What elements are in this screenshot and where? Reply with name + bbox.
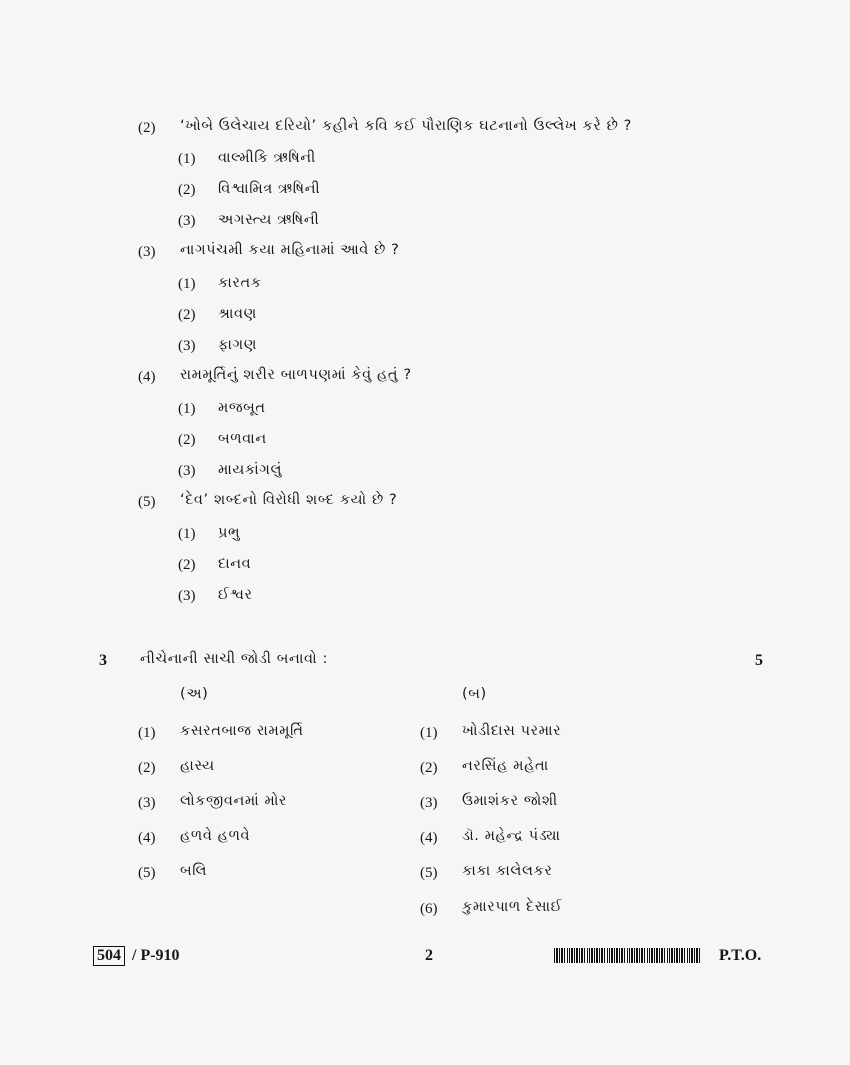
q2-option-2-text: વિશ્વામિત્ર ઋષિની xyxy=(218,181,321,197)
q2-option-3-number: (3) xyxy=(178,213,196,229)
q4-option-1-number: (1) xyxy=(178,401,196,417)
q4-option-3-number: (3) xyxy=(178,463,196,479)
col-b-item-3-text: ઉમાશંકર જોશી xyxy=(462,793,558,809)
col-b-item-1-text: ખોડીદાસ પરમાર xyxy=(462,723,562,739)
question-2-number: (2) xyxy=(138,120,156,136)
question-5-number: (5) xyxy=(138,494,156,510)
col-b-item-6-number: (6) xyxy=(420,901,438,917)
col-b-item-4-number: (4) xyxy=(420,830,438,846)
q2-option-1-number: (1) xyxy=(178,151,196,167)
question-2-text: ‘ખોબે ઉલેચાય દરિયો’ કહીને કવિ કઈ પૌરાણિક ઘટનાનો ઉલ્લેખ કરે છે ? xyxy=(180,118,632,134)
q3-option-1-text: કારતક xyxy=(218,275,262,291)
q5-option-2-number: (2) xyxy=(178,557,196,573)
question-4-number: (4) xyxy=(138,369,156,385)
col-a-item-1-number: (1) xyxy=(138,725,156,741)
col-a-item-2-number: (2) xyxy=(138,760,156,776)
question-4-text: રામમૂર્તિનું શરીર બાળપણમાં કેવું હતું ? xyxy=(180,367,412,383)
section-3-marks: 5 xyxy=(755,652,763,669)
col-a-item-4-text: હળવે હળવે xyxy=(180,828,251,844)
col-a-item-2-text: હાસ્ય xyxy=(180,758,215,774)
section-3-instruction: નીચેનાની સાચી જોડી બનાવો : xyxy=(140,651,328,667)
col-a-item-4-number: (4) xyxy=(138,830,156,846)
col-a-item-3-number: (3) xyxy=(138,795,156,811)
col-b-item-3-number: (3) xyxy=(420,795,438,811)
q4-option-2-text: બળવાન xyxy=(218,431,267,447)
page-number: 2 xyxy=(425,947,433,964)
q5-option-1-number: (1) xyxy=(178,526,196,542)
col-b-item-6-text: કુમારપાળ દેસાઈ xyxy=(462,899,563,915)
col-b-item-1-number: (1) xyxy=(420,725,438,741)
paper-code-box: 504 xyxy=(93,946,125,966)
q5-option-3-number: (3) xyxy=(178,588,196,604)
q2-option-2-number: (2) xyxy=(178,182,196,198)
question-5-text: ‘દેવ’ શબ્દનો વિરોધી શબ્દ કયો છે ? xyxy=(180,492,398,508)
q2-option-1-text: વાલ્મીકિ ઋષિની xyxy=(218,150,316,166)
col-a-item-5-number: (5) xyxy=(138,865,156,881)
q4-option-1-text: મજબૂત xyxy=(218,400,266,416)
q4-option-2-number: (2) xyxy=(178,432,196,448)
col-b-item-2-text: નરસિંહ મહેતા xyxy=(462,758,549,774)
q2-option-3-text: અગસ્ત્ય ઋષિની xyxy=(218,212,320,228)
q3-option-1-number: (1) xyxy=(178,276,196,292)
question-3-number: (3) xyxy=(138,244,156,260)
q3-option-2-number: (2) xyxy=(178,307,196,323)
q5-option-3-text: ઈશ્વર xyxy=(218,587,253,603)
pto-label: P.T.O. xyxy=(719,947,762,964)
col-a-item-5-text: બલિ xyxy=(180,863,208,879)
col-b-item-5-number: (5) xyxy=(420,865,438,881)
section-3-number: 3 xyxy=(99,652,107,669)
q5-option-2-text: દાનવ xyxy=(218,556,252,572)
question-3-text: નાગપંચમી કયા મહિનામાં આવે છે ? xyxy=(180,242,400,258)
column-b-header: (બ) xyxy=(462,686,487,702)
col-a-item-3-text: લોકજીવનમાં મોર xyxy=(180,793,288,809)
col-a-item-1-text: કસરતબાજ રામમૂર્તિ xyxy=(180,723,304,739)
q4-option-3-text: માયકાંગલું xyxy=(218,462,283,478)
col-b-item-2-number: (2) xyxy=(420,760,438,776)
q5-option-1-text: પ્રભુ xyxy=(218,525,241,541)
q3-option-3-text: ફાગણ xyxy=(218,337,257,353)
col-b-item-5-text: કાકા કાલેલકર xyxy=(462,863,553,879)
q3-option-3-number: (3) xyxy=(178,338,196,354)
paper-code: / P-910 xyxy=(132,947,180,964)
q3-option-2-text: શ્રાવણ xyxy=(218,306,257,322)
col-b-item-4-text: ડૉ. મહેન્દ્ર પંડ્યા xyxy=(462,828,561,844)
barcode-image xyxy=(554,948,700,963)
column-a-header: (અ) xyxy=(180,686,209,702)
